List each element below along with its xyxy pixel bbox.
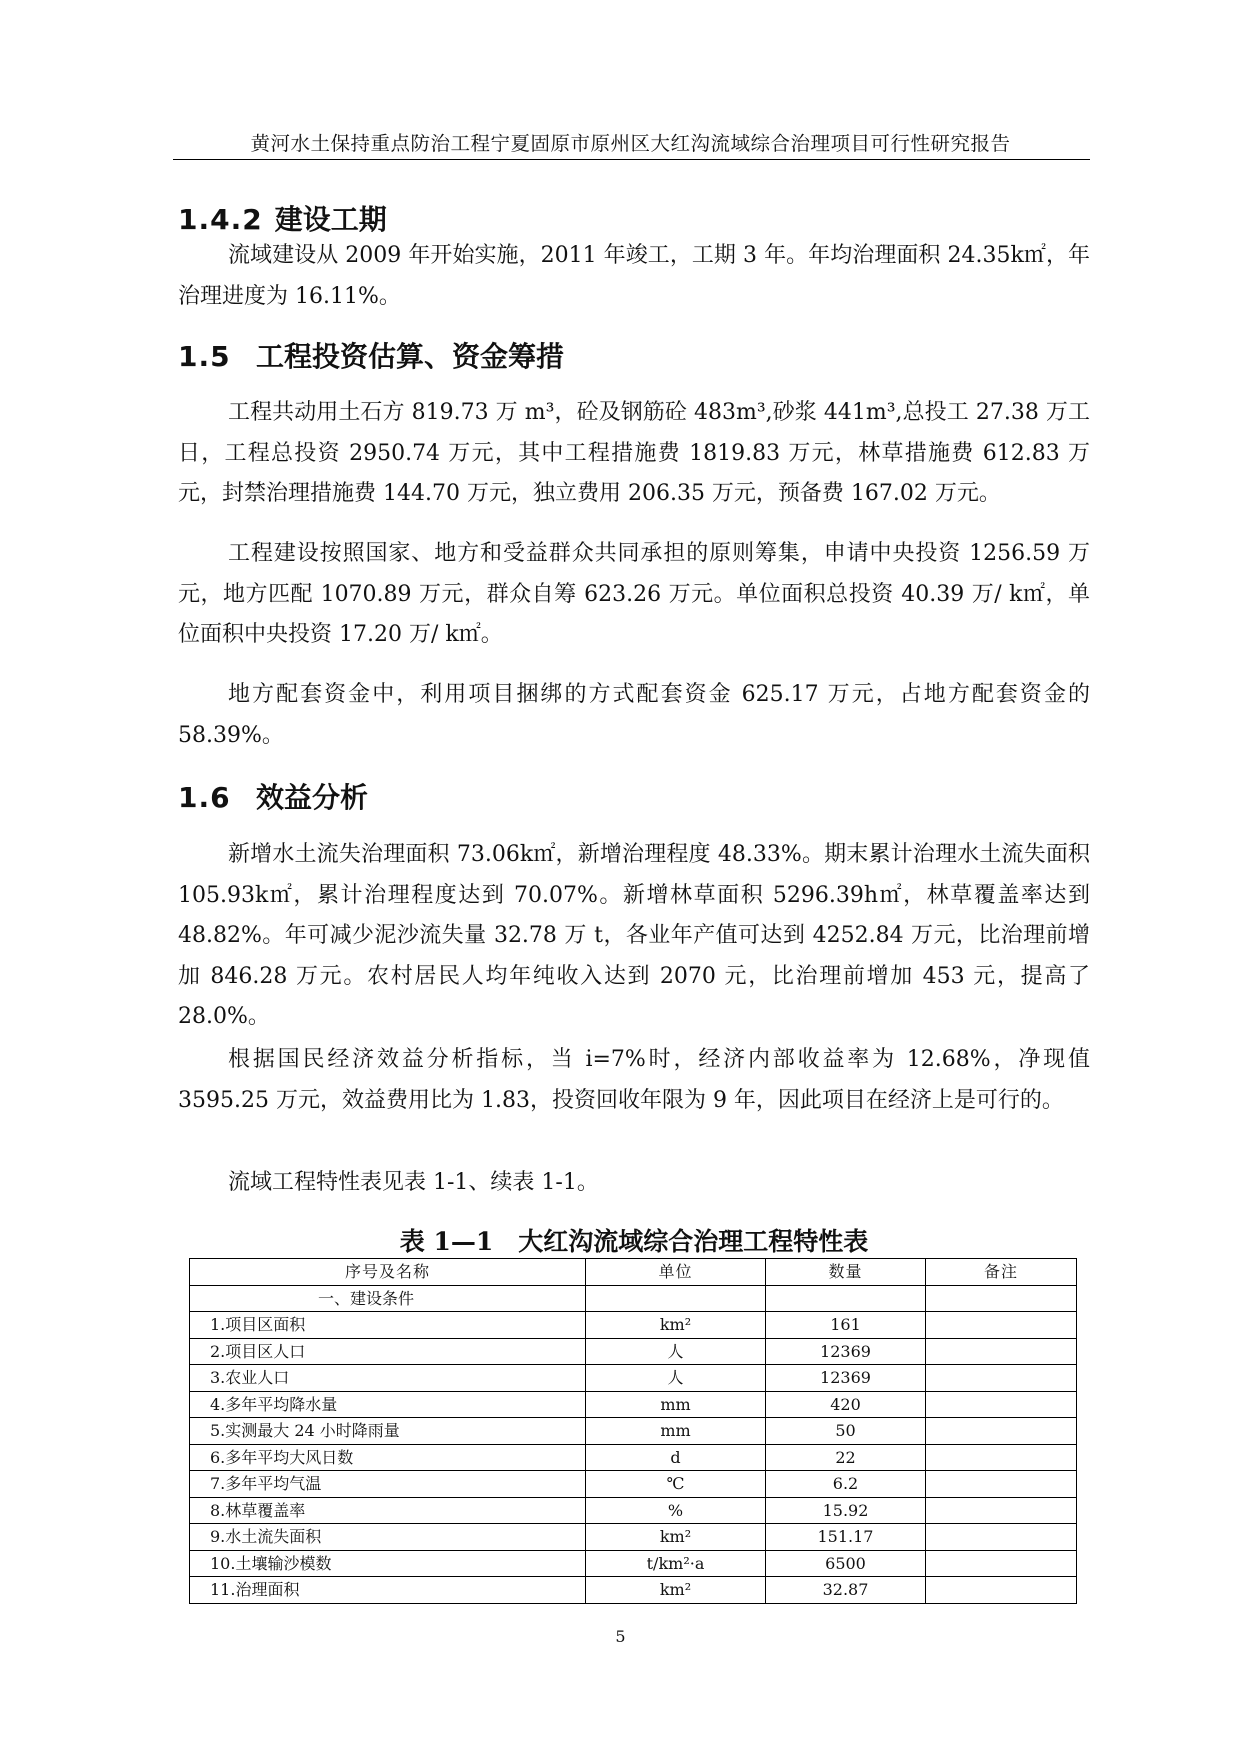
table-row [190,1497,1077,1524]
paragraph: 流域工程特性表见表 1-1、续表 1-1。 [228,1170,599,1195]
table-row [190,1471,1077,1498]
table-header-cell: 序号及名称 [190,1259,586,1286]
table-cell-value: 6500 [766,1550,926,1577]
table-cell-note [926,1550,1077,1577]
table-caption: 表 1—1 大红沟流域综合治理工程特性表 [399,1227,869,1256]
section-number: 1.4.2 [178,203,263,236]
table-header-row [190,1259,1077,1286]
paragraph: 工程建设按照国家、地方和受益群众共同承担的原则筹集，申请中央投资 1256.59 万元，地方匹配 1070.89 万元，群众自筹 623.26 万元。单位面积总投资 40.39 万/ k㎡，单位面积中央投资 17.20 万/ k㎡。 [178,541,1090,647]
table-cell-name: 10.土壤输沙模数 [190,1550,586,1577]
table-cell-note [926,1471,1077,1498]
table-cell-name: 8.林草覆盖率 [190,1497,586,1524]
page-header-title: 黄河水土保持重点防治工程宁夏固原市原州区大红沟流域综合治理项目可行性研究报告 [250,132,1011,155]
table-section-label: 一、建设条件 [190,1285,586,1312]
table-cell-unit: mm [586,1418,766,1445]
table-cell [766,1285,926,1312]
paragraph: 新增水土流失治理面积 73.06k㎡，新增治理程度 48.33%。期末累计治理水土流失面积 105.93k㎡，累计治理程度达到 70.07%。新增林草面积 5296.39h㎡，林草覆盖率达到 48.82%。年可减少泥沙流失量 32.78 万 t，各业年产值可达到 4252.84 万元，比治理前增加 846.28 万元。农村居民人均年纯收入达到 2070 元，比治理前增加 453 元，提高了 28.0%。 [178,842,1090,1029]
table-cell-unit: t/km²·a [586,1550,766,1577]
table-row [190,1524,1077,1551]
table-cell [926,1285,1077,1312]
table-header-cell: 备注 [926,1259,1077,1286]
table-cell-note [926,1444,1077,1471]
table-cell-note [926,1365,1077,1392]
table-cell-unit: km² [586,1312,766,1339]
table-cell-value: 151.17 [766,1524,926,1551]
table-cell-note [926,1577,1077,1604]
table-cell-name: 1.项目区面积 [190,1312,586,1339]
section-heading-1-5 [178,335,564,375]
table-cell-note [926,1338,1077,1365]
table-cell-value: 15.92 [766,1497,926,1524]
table-cell-value: 22 [766,1444,926,1471]
table-cell-value: 420 [766,1391,926,1418]
table-cell-value: 50 [766,1418,926,1445]
table-body [190,1285,1077,1603]
paragraph: 地方配套资金中，利用项目捆绑的方式配套资金 625.17 万元，占地方配套资金的 58.39%。 [178,682,1090,748]
section-heading-1-6 [178,776,368,816]
table-cell [586,1285,766,1312]
engineering-characteristics-table [189,1258,1077,1604]
table-cell-note [926,1524,1077,1551]
table-cell-name: 7.多年平均气温 [190,1471,586,1498]
table-cell-note [926,1418,1077,1445]
table-header-cell: 单位 [586,1259,766,1286]
section-title: 建设工期 [274,203,387,236]
table-row [190,1577,1077,1604]
table-cell-name: 3.农业人口 [190,1365,586,1392]
table-cell-name: 5.实测最大 24 小时降雨量 [190,1418,586,1445]
table-cell-unit: 人 [586,1338,766,1365]
table-cell-value: 6.2 [766,1471,926,1498]
table-cell-value: 32.87 [766,1577,926,1604]
table-cell-unit: km² [586,1577,766,1604]
table-cell-value: 161 [766,1312,926,1339]
table-cell-note [926,1391,1077,1418]
paragraph: 流域建设从 2009 年开始实施，2011 年竣工，工期 3 年。年均治理面积 24.35k㎡，年治理进度为 16.11%。 [178,243,1090,309]
section-number: 1.5 [178,340,231,373]
table-cell-value: 12369 [766,1338,926,1365]
header-divider [173,159,1090,160]
table-section-row [190,1285,1077,1312]
table-row [190,1338,1077,1365]
table-row [190,1418,1077,1445]
table-cell-name: 6.多年平均大风日数 [190,1444,586,1471]
table-cell-name: 9.水土流失面积 [190,1524,586,1551]
table-row [190,1391,1077,1418]
table-header-cell: 数量 [766,1259,926,1286]
table-row [190,1365,1077,1392]
table-cell-note [926,1497,1077,1524]
section-number: 1.6 [178,781,231,814]
table-cell-name: 2.项目区人口 [190,1338,586,1365]
table-cell-unit: 人 [586,1365,766,1392]
section-title: 效益分析 [256,781,369,814]
table-cell-unit: ℃ [586,1471,766,1498]
table-cell-name: 11.治理面积 [190,1577,586,1604]
section-heading-1-4-2 [178,198,387,238]
table-cell-name: 4.多年平均降水量 [190,1391,586,1418]
table-cell-unit: % [586,1497,766,1524]
table-cell-unit: mm [586,1391,766,1418]
table-row [190,1444,1077,1471]
table-row [190,1312,1077,1339]
section-title: 工程投资估算、资金筹措 [256,340,565,373]
table-row [190,1550,1077,1577]
page-number: 5 [615,1627,626,1646]
paragraph: 根据国民经济效益分析指标，当 i=7%时，经济内部收益率为 12.68%，净现值 3595.25 万元，效益费用比为 1.83，投资回收年限为 9 年，因此项目在经济上是可行的。 [178,1047,1090,1113]
table-cell-unit: km² [586,1524,766,1551]
table-cell-note [926,1312,1077,1339]
table-cell-unit: d [586,1444,766,1471]
paragraph: 工程共动用土石方 819.73 万 m³，砼及钢筋砼 483m³,砂浆 441m³,总投工 27.38 万工日，工程总投资 2950.74 万元，其中工程措施费 1819.83 万元，林草措施费 612.83 万元，封禁治理措施费 144.70 万元，独立费用 206.35 万元，预备费 167.02 万元。 [178,400,1090,506]
table-cell-value: 12369 [766,1365,926,1392]
